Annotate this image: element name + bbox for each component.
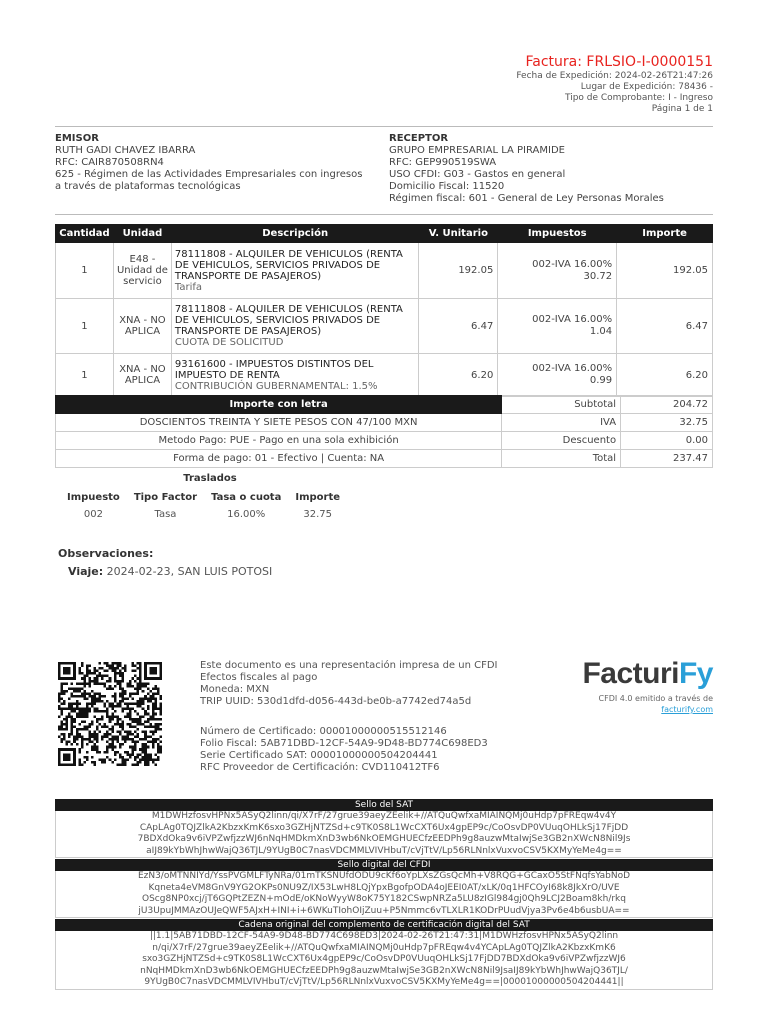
payment-method: Metodo Pago: PUE - Pago en una sola exhibición xyxy=(56,432,502,450)
tax-code: 002 xyxy=(83,509,103,520)
totals-table xyxy=(55,395,713,468)
voucher-type: Tipo de Comprobante: I - Ingreso xyxy=(564,93,713,103)
receiver-block xyxy=(389,133,719,205)
seal-line: OScg8NP0xcj/jT6GQPtZEZN+mOdE/oKNoWyyW8oK75Y182CSwpNRZa5LU8zIGl984gj0Qh9LCJ2Boam8kh/rkq xyxy=(141,894,626,904)
iva-label: IVA xyxy=(502,414,621,432)
info-line: Este documento es una representación impresa de un CFDI xyxy=(200,660,498,671)
amount-cell: 192.05 xyxy=(617,243,713,299)
seal-line: n/qi/X7rF/27grue39aeyZEelik+//ATQuQwfxaMIAINQMj0uHdp7pFREqw4v4YCApLAg0TQJZlkA2KbzxKmK6 xyxy=(152,942,616,953)
trip-label: Viaje: xyxy=(68,565,104,578)
receiver-regime: Régimen fiscal: 601 - General de Ley Personas Morales xyxy=(389,193,664,204)
tax-type: 002-IVA 16.00% xyxy=(532,363,613,374)
issuer-regime: 625 - Régimen de las Actividades Empresariales con ingresos a través de plataformas tecnológicas xyxy=(55,169,363,192)
quantity-cell: 1 xyxy=(56,299,114,354)
invoice-title: Factura: FRLSIO-I-0000151 xyxy=(525,54,713,70)
seal-line: nNqHMDkmXnD3wb6NkOEMGHUECfzEEDPh9g8auzwMtaIwjSe3GB2nXWcN8Nil9JsaIJ89kYbWhJhwWajQ36TJL/ xyxy=(140,965,628,976)
column-header: Importe xyxy=(617,225,713,243)
column-header: Cantidad xyxy=(56,225,114,243)
unit-price-cell: 6.47 xyxy=(419,299,498,354)
info-line: Número de Certificado: 00001000000515512146 xyxy=(200,726,447,737)
amount-cell: 6.20 xyxy=(617,354,713,397)
seal-line: sxo3GZHjNTZSd+c9TK0S8L1WcCXT6Ux4gpEP9c/CoOsvDP0VUuqOHLkSj17FjDD7BDXdOka9v6iVPZwfjzzWJ6 xyxy=(142,954,626,964)
logo-text: Facturi xyxy=(582,657,679,690)
original-chain xyxy=(55,919,713,990)
unit-cell: XNA - NO APLICA xyxy=(113,299,171,354)
discount-label: Descuento xyxy=(502,432,621,450)
facturify-logo xyxy=(582,657,713,691)
seal-line: aIJ89kYbWhJhwWajQ36TJL/9YUgB0C7nasVDCMMLVIVHbuT/cVjTtV/Lp56RLNnlxVuxvoCSV5KXMyYeMe4g== xyxy=(146,845,622,856)
invoice-header xyxy=(516,54,713,115)
description-text: 78111808 - ALQUILER DE VEHICULOS (RENTA DE VEHICULOS, SERVICIOS PRIVADOS DE TRANSPORTE DE PASAJEROS) xyxy=(174,304,403,337)
total-label: Total xyxy=(502,450,621,468)
column-header: Importe xyxy=(295,492,341,503)
amount-cell: 6.47 xyxy=(617,299,713,354)
description-cell xyxy=(171,299,419,354)
receiver-name: GRUPO EMPRESARIAL LA PIRAMIDE xyxy=(389,145,565,156)
facturify-brand xyxy=(582,657,713,715)
cfdi-digital-seal xyxy=(55,859,713,918)
table-row xyxy=(60,507,347,522)
column-header: Tasa o cuota xyxy=(211,492,282,503)
unit-cell: XNA - NO APLICA xyxy=(113,354,171,397)
cfdi-info xyxy=(200,660,498,708)
description-detail: CUOTA DE SOLICITUD xyxy=(174,337,284,348)
issuer-rfc: RFC: CAIR870508RN4 xyxy=(55,157,164,168)
info-line: RFC Proveedor de Certificación: CVD110412TF6 xyxy=(200,762,440,773)
tax-type: 002-IVA 16.00% xyxy=(532,314,613,325)
info-line: Moneda: MXN xyxy=(200,684,270,695)
transferred-taxes-table xyxy=(60,490,347,522)
quantity-cell: 1 xyxy=(56,354,114,397)
amount-in-words-header: Importe con letra xyxy=(56,396,502,414)
tax-rate: 16.00% xyxy=(227,509,266,520)
totals-row xyxy=(56,432,713,450)
description-detail: CONTRIBUCIÓN GUBERNAMENTAL: 1.5% xyxy=(174,380,378,392)
quantity-cell: 1 xyxy=(56,243,114,299)
factor-type: Tasa xyxy=(154,509,177,520)
trip-line xyxy=(68,565,272,578)
info-line: Folio Fiscal: 5AB71DBD-12CF-54A9-9D48-BD774C698ED3 xyxy=(200,738,488,749)
subtotal-label: Subtotal xyxy=(502,396,621,414)
totals-row xyxy=(56,396,713,414)
brand-caption: CFDI 4.0 emitido a través de xyxy=(598,694,713,703)
seal-line: 7BDXdOka9v6iVPZwfjzzWJ6nNqHMDkmXnD3wb6NkOEMGHUECfzEEDPh9g8auzwMtaIwjSe3GB2nXWcN8Nil9Js xyxy=(137,834,631,844)
sat-seal-body xyxy=(55,811,713,858)
description-text: 78111808 - ALQUILER DE VEHICULOS (RENTA DE VEHICULOS, SERVICIOS PRIVADOS DE TRANSPORTE DE PASAJEROS) xyxy=(174,248,403,282)
column-header: Descripción xyxy=(171,225,419,243)
payment-form: Forma de pago: 01 - Efectivo | Cuenta: NA xyxy=(56,450,502,468)
observations-title: Observaciones: xyxy=(58,547,154,560)
logo-text-accent: Fy xyxy=(678,657,713,690)
cfdi-seal-title: Sello digital del CFDI xyxy=(55,859,713,871)
receiver-label: RECEPTOR xyxy=(389,133,449,144)
column-header: Unidad xyxy=(113,225,171,243)
tax-cell xyxy=(498,299,617,354)
tax-cell xyxy=(498,354,617,397)
description-text: 93161600 - IMPUESTOS DISTINTOS DEL IMPUESTO DE RENTA xyxy=(174,358,374,381)
tax-amount: 1.04 xyxy=(589,326,613,337)
totals-row xyxy=(56,414,713,432)
seal-line: M1DWHzfosvHPNx5ASyQ2linn/qi/X7rF/27grue39aeyZEelik+//ATQuQwfxaMIAINQMj0uHdp7pFREqw4v4Y xyxy=(151,811,617,821)
transferred-taxes xyxy=(60,473,380,522)
description-cell xyxy=(171,354,419,397)
facturify-link[interactable]: facturify.com xyxy=(661,705,713,714)
seal-line: 9YUgB0C7nasVDCMMLVIVHbuT/cVjTtV/Lp56RLNnlxVuxvoCSV5KXMyYeMe4g==|00001000000504204441|| xyxy=(144,977,624,987)
seal-line: ||1.1|5AB71DBD-12CF-54A9-9D48-BD774C698ED3|2024-02-26T21:47:31|M1DWHzfosvHPNx5ASyQ2linn xyxy=(149,931,619,941)
transferred-taxes-header xyxy=(60,490,347,507)
column-header: V. Unitario xyxy=(419,225,498,243)
description-detail: Tarifa xyxy=(174,281,203,293)
transferred-taxes-title: Traslados xyxy=(183,473,237,484)
column-header: Impuestos xyxy=(498,225,617,243)
cfdi-seal-body xyxy=(55,871,713,918)
seal-line: Kqneta4eVM8GnV9YG2OKPs0NU9Z/IX53LwH8LQjYpxBgofpODA4oJEEI0AT/xLK/0q1HFCOyI68k8JkXrO/UVE xyxy=(148,882,620,893)
table-row xyxy=(56,299,713,354)
receiver-rfc: RFC: GEP990519SWA xyxy=(389,157,497,168)
divider xyxy=(55,214,713,215)
issuer-block xyxy=(55,133,365,193)
info-line: Efectos fiscales al pago xyxy=(200,672,318,683)
trip-value: 2024-02-23, SAN LUIS POTOSI xyxy=(106,565,273,578)
tax-amount: 0.99 xyxy=(589,375,613,386)
original-chain-body xyxy=(55,931,713,990)
issue-place: Lugar de Expedición: 78436 - xyxy=(580,82,713,92)
description-cell xyxy=(171,243,419,299)
info-line: TRIP UUID: 530d1dfd-d056-443d-be0b-a7742ed74a5d xyxy=(200,696,472,707)
tax-cell xyxy=(498,243,617,299)
qr-code xyxy=(58,662,162,766)
issue-date: Fecha de Expedición: 2024-02-26T21:47:26 xyxy=(516,71,713,81)
sat-seal-title: Sello del SAT xyxy=(55,799,713,811)
receiver-cfdi-use: USO CFDI: G03 - Gastos en general xyxy=(389,169,566,180)
amount-in-words: DOSCIENTOS TREINTA Y SIETE PESOS CON 47/100 MXN xyxy=(56,414,502,432)
unit-cell: E48 - Unidad de servicio xyxy=(113,243,171,299)
table-row xyxy=(56,243,713,299)
totals-row xyxy=(56,450,713,468)
items-header-row xyxy=(56,225,713,243)
tax-amount: 32.75 xyxy=(303,509,332,520)
unit-price-cell: 6.20 xyxy=(419,354,498,397)
total-value: 237.47 xyxy=(621,450,713,468)
original-chain-title: Cadena original del complemento de certificación digital del SAT xyxy=(55,919,713,931)
receiver-fiscal-address: Domicilio Fiscal: 11520 xyxy=(389,181,505,192)
iva-value: 32.75 xyxy=(621,414,713,432)
seal-line: CApLAg0TQJZlkA2KbzxKmK6sxo3GZHjNTZSd+c9TK0S8L1WcCXT6Ux4gpEP9c/CoOsvDP0VUuqOHLkSj17FjDD xyxy=(139,822,629,833)
observations xyxy=(58,547,272,578)
tax-type: 002-IVA 16.00% xyxy=(532,258,613,270)
discount-value: 0.00 xyxy=(621,432,713,450)
subtotal-value: 204.72 xyxy=(621,396,713,414)
seal-line: jU3UpuJMMAzOUJeQWF5AJxH+INI+i+6WKuTIohOIjZuu+P5Nmmc6vTLXLR1KODrPUudVjya3Pv6e4b6usbUA== xyxy=(138,905,630,916)
issuer-name: RUTH GADI CHAVEZ IBARRA xyxy=(55,145,196,156)
page-number: Página 1 de 1 xyxy=(651,104,713,114)
tax-amount: 30.72 xyxy=(583,270,613,282)
certificate-info xyxy=(200,726,488,774)
divider xyxy=(55,126,713,127)
items-table xyxy=(55,224,713,397)
column-header: Tipo Factor xyxy=(133,492,198,503)
issuer-label: EMISOR xyxy=(55,133,99,144)
unit-price-cell: 192.05 xyxy=(419,243,498,299)
table-row xyxy=(56,354,713,397)
sat-seal xyxy=(55,799,713,858)
column-header: Impuesto xyxy=(67,492,120,503)
info-line: Serie Certificado SAT: 00001000000504204441 xyxy=(200,750,438,761)
seal-line: EzN3/oMTNNIYd/YssPVGMLFTyNRa/01mTKSNUfdODU9cKf6oYpLXsZGsQcMh+V8RQG+GCaxO5StFNqfsYabNoD xyxy=(137,871,631,881)
